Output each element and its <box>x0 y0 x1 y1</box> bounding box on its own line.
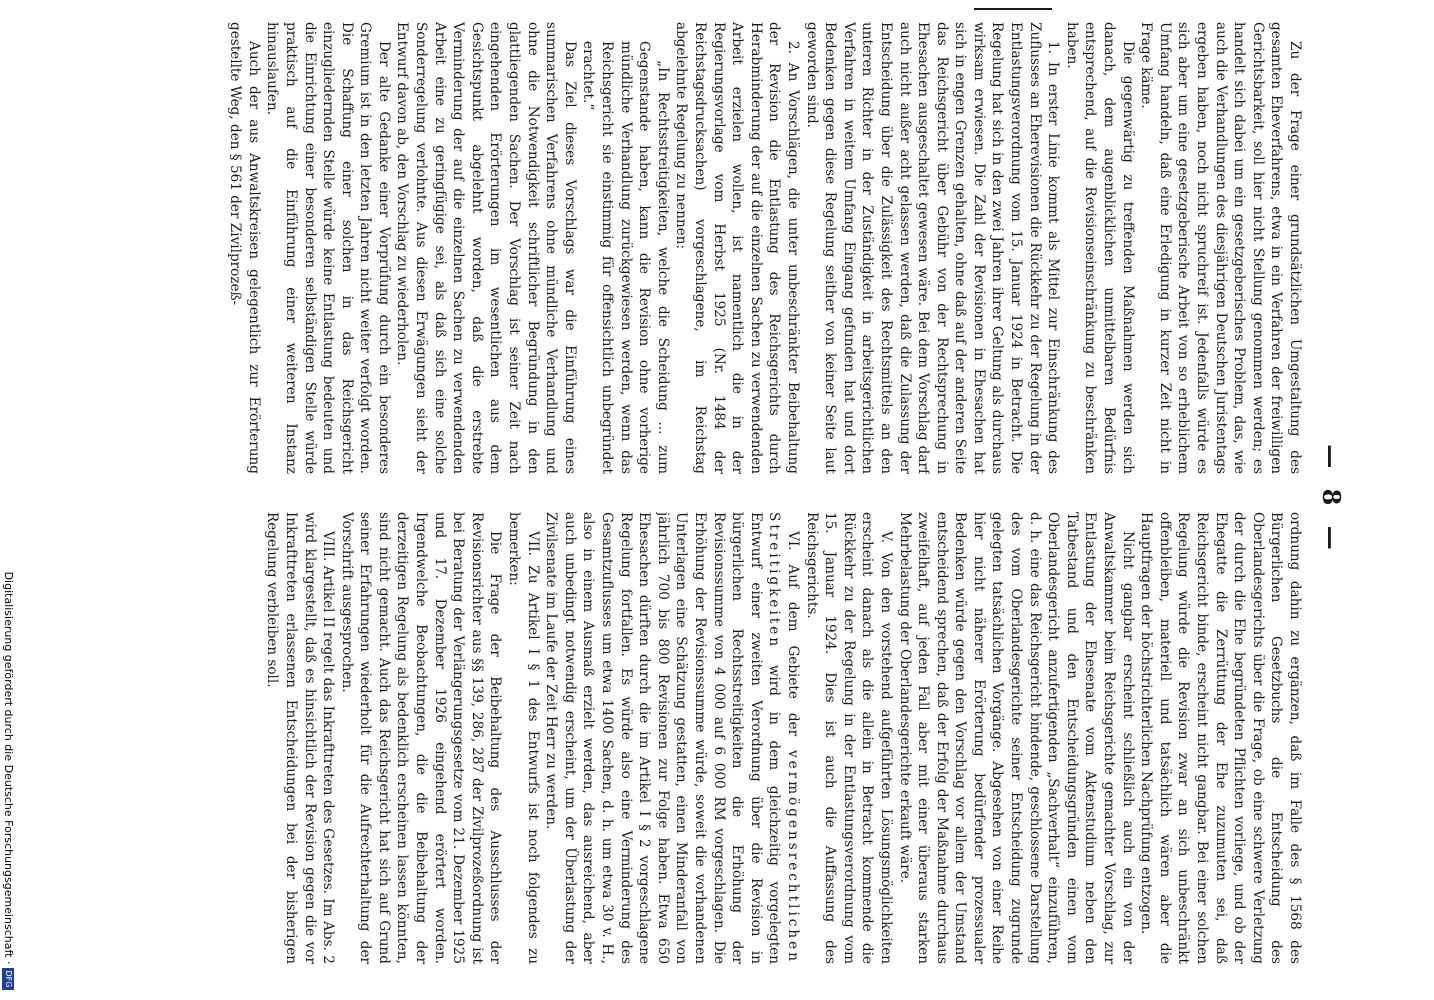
section-vi-emphasis: vermögensrechtlichen Streitigkeiten <box>766 512 801 964</box>
paragraph: V. Von den vorstehend aufgeführten Lösungsmöglichkeiten erscheint danach als die allein in Betracht kommende die Rückkehr zu der Regelung in der Entlastungsverordnung vom 15. Januar 1924. Dies ist auch die Auffassung des Reichsgerichts. <box>803 512 894 964</box>
section-vi-lead: VI. Auf dem Gebiete der <box>784 531 801 737</box>
digitization-footer: Digitalisierung gefördert durch die Deutsche Forschungsgemeinschaft · DFG <box>0 0 16 1000</box>
paragraph: Auch der aus Anwaltskreisen gelegentlich zur Erörterung gestellte Weg, den § 561 der Zivilprozeß- <box>227 22 262 474</box>
paragraph: Der alte Gedanke einer Vorprüfung durch ein besonderes Gremium ist in den letzten Jahren nicht weiter verfolgt worden. Die Schaffung einer solchen in das Reichsgericht einzugliedernden Stelle würde keine Entlastung bedeuten und die Einrichtung einer besonderen selbständigen Stelle würde praktisch auf die Einführung einer weiteren Instanz hinauslaufen. <box>264 22 392 474</box>
paragraph-vi <box>542 512 802 964</box>
right-column <box>74 512 1304 964</box>
paragraph: Die Frage der Beibehaltung des Ausschlusses der Revisionsrichter aus §§ 139, 286, 287 der Zivilprozeßordnung ist bei Beratung der Verlängerungsgesetze vom 21. Dezember 1925 und 17. Dezember 1926 eingehend erörtert worden. Irgendwelche Beobachtungen, die die Beibehaltung der derzeitigen Regelung als bedenklich erscheinen lassen könnten, sind nicht gemacht. Auch das Reichsgericht hat sich auf Grund seiner Erfahrungen wiederholt für die Aufrechterhaltung der Vorschrift ausgesprochen. <box>338 512 504 964</box>
dfg-logo: DFG <box>2 968 14 990</box>
paragraph: ordnung dahin zu ergänzen, daß im Falle des § 1568 des Bürgerlichen Gesetzbuchs die Entscheidung des Oberlandesgerichts über die Frage, ob eine schwere Verletzung der durch die Ehe begründeten Pflichten vorliege, und ob der Ehegatte die Zerrüttung der Ehe zuzumuten sei, daß Reichsgericht binde, erscheint nicht gangbar. Bei einer solchen Regelung würde die Revision zwar an sich unbeschränkt offenbleiben, materiell und tatsächlich wären aber die Hauptfragen der höchstrichterlichen Nachprüfung entzogen. <box>1138 512 1303 964</box>
section-vi-text: wird in dem gleichzeitig vorgelegten Entwurf einer zweiten Verordnung über die Revision in bürgerlichen Rechtsstreitigkeiten die Erhöhung der Revisionssumme von 4 000 auf 6 000 RM vorgeschlagen. Die Erhöhung der Revisionssumme würde, soweit die vorhandenen Unterlagen eine Schätzung gestatten, einen Minderanfall von jährlich 700 bis 800 Revisionen zur Folge haben. Etwa 650 Ehesachen dürften durch die im Artikel I § 2 vorgeschlagene Regelung fortfallen. Es würde also eine Verminderung des Gesamtzuflusses um etwa 1400 Sachen, d. h. um etwa 30 v. H., also in einem Ausmaß erzielt werden, das ausreichend, aber auch unbedingt notwendig erscheint, um der Überlastung der Zivilsenate im Laufe der Zeit Herr zu werden. <box>543 512 783 964</box>
left-column <box>74 22 1304 474</box>
paragraph: VII. Zu Artikel I § 1 des Entwurfs ist noch folgendes zu bemerken: <box>506 512 541 964</box>
paragraph: 2. An Vorschlägen, die unter unbeschränkter Beibehaltung der Revision die Entlastung des Reichsgerichts durch Herabminderung der auf die einzelnen Sachen zu verwendenden Arbeit erzielen wollen, ist namentlich die in der Regierungsvorlage vom Herbst 1925 (Nr. 1484 der Reichstagsdrucksachen) vorgeschlagene, im Reichstag abgelehnte Regelung zu nennen: <box>673 22 801 474</box>
paragraph: Nicht gangbar erscheint schließlich auch ein von der Anwaltskammer beim Reichsgerichte gemachter Vorschlag, zur Entlastung der Ehesenate vom Aktenstudium neben den Tatbestand und den Entscheidungsgründen einen vom Oberlandesgericht anzufertigenden „Sachverhalt“ einzuführen, d. h. eine das Reichsgericht bindende, geschlossene Darstellung des vom Oberlandesgerichte seiner Entscheidung zugrunde gelegten tatsächlichen Vorgänge. Abgesehen von einer Reihe hier nicht näherer Erörterung bedürfender prozessualer Bedenken würde gegen den Vorschlag vor allem der Umstand entscheidend sprechen, daß der Erfolg der Maßnahme durchaus zweifelhaft, auf jeden Fall aber mit einer überaus starken Mehrbelastung der Oberlandesgerichte erkauft wäre. <box>896 512 1136 964</box>
paragraph: Das Ziel dieses Vorschlags war die Einführung eines summarischen Verfahrens ohne mündliche Verhandlung und ohne die Notwendigkeit schriftlicher Begründung in den glattliegenden Sachen. Der Vorschlag ist seiner Zeit nach eingehenden Erörterungen im wesentlichen aus dem Gesichtspunkt abgelehnt worden, daß die erstrebte Verminderung der auf die einzelnen Sachen zu verwendenden Arbeit eine zu geringfügige sei, als daß sich eine solche Sonderregelung verlohnte. Aus diesen Erwägungen sieht der Entwurf davon ab, den Vorschlag zu wiederholen. <box>394 22 578 474</box>
page-number: — 8 — <box>1317 444 1346 556</box>
paragraph: Die gegenwärtig zu treffenden Maßnahmen werden sich danach, dem augenblicklichen unmittelbaren Bedürfnis entsprechend, auf die Revisionseinschränkung zu beschränken haben. <box>1063 22 1136 474</box>
paragraph: 1. In erster Linie kommt als Mittel zur Einschränkung des Zuflusses an Eherevisionen die Rückkehr zu der Regelung in der Entlastungsverordnung vom 15. Januar 1924 in Betracht. Die Regelung hat sich in den zwei Jahren ihrer Geltung als durchaus wirksam erwiesen. Die Zahl der Revisionen in Ehesachen hat sich in engen Grenzen gehalten, ohne daß auf der anderen Seite das Reichsgericht über Gebühr von der Rechtsprechung in Ehesachen ausgeschaltet gewesen wäre. Bei dem Vorschlag darf auch nicht außer acht gelassen werden, daß die Zulassung der Entscheidung über die Zulässigkeit des Rechtsmittels an den unteren Richter in der Zuständigkeit in arbeitsgerichtlichen Verfahren in weitem Umfang Eingang gefunden hat und dort Bedenken gegen diese Regelung seither von keiner Seite laut geworden sind. <box>803 22 1062 474</box>
paragraph: VIII. Artikel II regelt das Inkrafttreten des Gesetzes. Im Abs. 2 wird klargestellt, daß es hinsichtlich der Revision gegen die vor Inkrafttreten erlassenen Entscheidungen bei der bisherigen Regelung verbleiben soll. <box>264 512 337 964</box>
quoted-proposal: „In Rechtsstreitigkeiten, welche die Scheidung ... zum Gegenstande haben, kann die Revision ohne vorherige mündliche Verhandlung zurückgewiesen werden, wenn das Reichsgericht sie einstimmig für offensichtlich unbegründet erachtet.“ <box>580 41 671 474</box>
footer-text: Digitalisierung gefördert durch die Deutsche Forschungsgemeinschaft <box>2 571 15 958</box>
paragraph: Zu der Frage einer grundsätzlichen Umgestaltung des gesamten Eheverfahrens, etwa in ein Verfahren der freiwilligen Gerichtsbarkeit, soll hier nicht Stellung genommen werden; es handelt sich dabei um ein gesetzgeberisches Problem, das, wie auch die Verhandlungen des diesjährigen Deutschen Juristentags ergeben haben, noch nicht spruchreif ist. Jedenfalls würde es sich aber um eine gesetzgeberische Arbeit von so erheblichem Umfang handeln, daß eine Erledigung in kurzer Zeit nicht in Frage käme. <box>1138 22 1303 474</box>
margin-rule <box>974 8 1052 10</box>
